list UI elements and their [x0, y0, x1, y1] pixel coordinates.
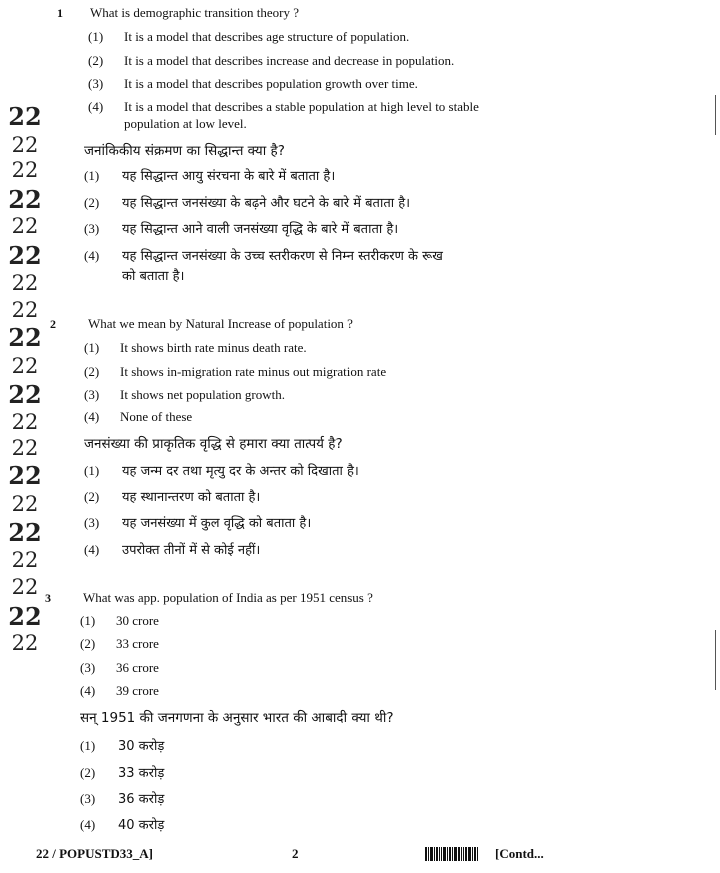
option-text: 30 करोड़ — [118, 739, 165, 754]
margin-mark: 22 — [8, 241, 42, 270]
option-text: 33 crore — [116, 636, 159, 651]
scan-edge-line — [715, 630, 716, 690]
option-number: (3) — [80, 791, 96, 806]
option-number: (3) — [84, 387, 100, 402]
option-hindi — [84, 246, 443, 264]
margin-mark: 22 — [11, 133, 39, 157]
option-hindi — [80, 815, 164, 833]
option-number: (3) — [88, 76, 104, 91]
barcode — [425, 847, 487, 861]
option-hindi — [84, 513, 311, 531]
option-text: It shows net population growth. — [120, 387, 286, 402]
option-number: (1) — [80, 738, 96, 753]
option-number: (4) — [80, 817, 96, 832]
option-number: (1) — [80, 613, 96, 628]
option-text: It is a model that describes age structure of population. — [124, 29, 410, 44]
question-number: 2 — [50, 317, 56, 331]
option-number: (2) — [80, 765, 96, 780]
margin-mark: 22 — [8, 102, 42, 131]
margin-mark: 22 — [11, 492, 39, 516]
option-number: (2) — [88, 53, 104, 68]
option — [80, 613, 159, 629]
margin-mark: 22 — [11, 575, 39, 599]
option — [80, 683, 159, 699]
question-text: What is demographic transition theory ? — [90, 5, 300, 20]
option-number: (4) — [84, 542, 100, 557]
margin-mark: 22 — [8, 518, 42, 547]
option-hindi — [84, 461, 359, 479]
option-text: It shows birth rate minus death rate. — [120, 340, 307, 355]
option-number: (2) — [84, 364, 100, 379]
question-text-hindi: जनसंख्या की प्राकृतिक वृद्धि से हमारा क्या तात्पर्य है? — [84, 436, 343, 452]
option-number: (1) — [84, 463, 100, 478]
option-text: यह सिद्धान्त जनसंख्या के बढ़ने और घटने के बारे में बताता है। — [122, 196, 411, 211]
option-text: It is a model that describes increase and decrease in population. — [124, 53, 455, 68]
option-text: 36 crore — [116, 660, 159, 675]
option — [80, 660, 159, 676]
margin-mark: 22 — [8, 323, 42, 352]
question-text-hindi: सन् 1951 की जनगणना के अनुसार भारत की आबादी क्या थी? — [80, 710, 394, 726]
option — [88, 53, 454, 69]
option-hindi — [80, 789, 164, 807]
option-number: (2) — [84, 489, 100, 504]
option — [88, 29, 409, 45]
option-text: यह सिद्धान्त आयु संरचना के बारे में बताता है। — [122, 169, 336, 184]
option — [84, 364, 386, 380]
option-hindi — [80, 736, 164, 754]
option-number: (2) — [80, 636, 96, 651]
page-number: 2 — [292, 846, 299, 861]
option-number: (1) — [84, 340, 100, 355]
option-text: 40 करोड़ — [118, 818, 165, 833]
margin-mark: 22 — [11, 298, 39, 322]
question-text-hindi: जनांकिकीय संक्रमण का सिद्धान्त क्या है? — [84, 143, 285, 159]
option-text: It is a model that describes population growth over time. — [124, 76, 418, 91]
margin-mark: 22 — [11, 631, 39, 655]
option-text: It is a model that describes a stable population at high level to stable — [124, 99, 479, 114]
margin-mark: 22 — [11, 410, 39, 434]
option-continuation-hindi: को बताता है। — [122, 269, 185, 284]
option-hindi — [84, 487, 260, 505]
option-number: (4) — [88, 99, 104, 114]
option — [88, 99, 479, 115]
option-number: (4) — [84, 409, 100, 424]
margin-mark: 22 — [8, 602, 42, 631]
option-text: उपरोक्त तीनों में से कोई नहीं। — [122, 543, 261, 558]
option — [84, 409, 192, 425]
option — [84, 340, 307, 356]
option-text: 36 करोड़ — [118, 792, 165, 807]
option — [84, 387, 285, 403]
option-number: (1) — [88, 29, 104, 44]
margin-mark: 22 — [11, 271, 39, 295]
option-hindi — [84, 540, 260, 558]
question-number: 1 — [57, 6, 63, 20]
option-text: None of these — [120, 409, 193, 424]
option-hindi — [84, 193, 410, 211]
option-text: 33 करोड़ — [118, 766, 165, 781]
option-number: (3) — [84, 221, 100, 236]
option-continuation: population at low level. — [124, 116, 247, 131]
option-number: (4) — [84, 248, 100, 263]
option-hindi — [84, 166, 335, 184]
scan-edge-line — [715, 95, 716, 135]
option-number: (2) — [84, 195, 100, 210]
option-text: यह जनसंख्या में कुल वृद्धि को बताता है। — [122, 516, 312, 531]
option — [88, 76, 418, 92]
option-hindi — [84, 219, 398, 237]
option-number: (4) — [80, 683, 96, 698]
option — [80, 636, 159, 652]
margin-mark: 22 — [11, 548, 39, 572]
option-hindi — [80, 763, 164, 781]
option-text: यह सिद्धान्त जनसंख्या के उच्च स्तरीकरण से निम्न स्तरीकरण के रूख — [122, 249, 443, 264]
option-text: 39 crore — [116, 683, 159, 698]
margin-mark: 22 — [8, 380, 42, 409]
margin-mark: 22 — [11, 354, 39, 378]
margin-mark: 22 — [8, 461, 42, 490]
option-text: यह जन्म दर तथा मृत्यु दर के अन्तर को दिखाता है। — [122, 464, 359, 479]
option-number: (3) — [80, 660, 96, 675]
option-number: (1) — [84, 168, 100, 183]
question-text: What was app. population of India as per 1951 census ? — [83, 590, 373, 605]
option-number: (3) — [84, 515, 100, 530]
option-text: 30 crore — [116, 613, 159, 628]
option-text: यह स्थानान्तरण को बताता है। — [122, 490, 261, 505]
margin-mark: 22 — [11, 214, 39, 238]
option-text: It shows in-migration rate minus out migration rate — [120, 364, 387, 379]
margin-mark: 22 — [8, 185, 42, 214]
question-text: What we mean by Natural Increase of population ? — [88, 316, 353, 331]
option-text: यह सिद्धान्त आने वाली जनसंख्या वृद्धि के बारे में बताता है। — [122, 222, 399, 237]
question-number: 3 — [45, 591, 51, 605]
continued-label: [Contd... — [495, 846, 544, 861]
margin-mark: 22 — [11, 158, 39, 182]
margin-mark: 22 — [11, 436, 39, 460]
paper-code: 22 / POPUSTD33_A] — [36, 846, 153, 861]
